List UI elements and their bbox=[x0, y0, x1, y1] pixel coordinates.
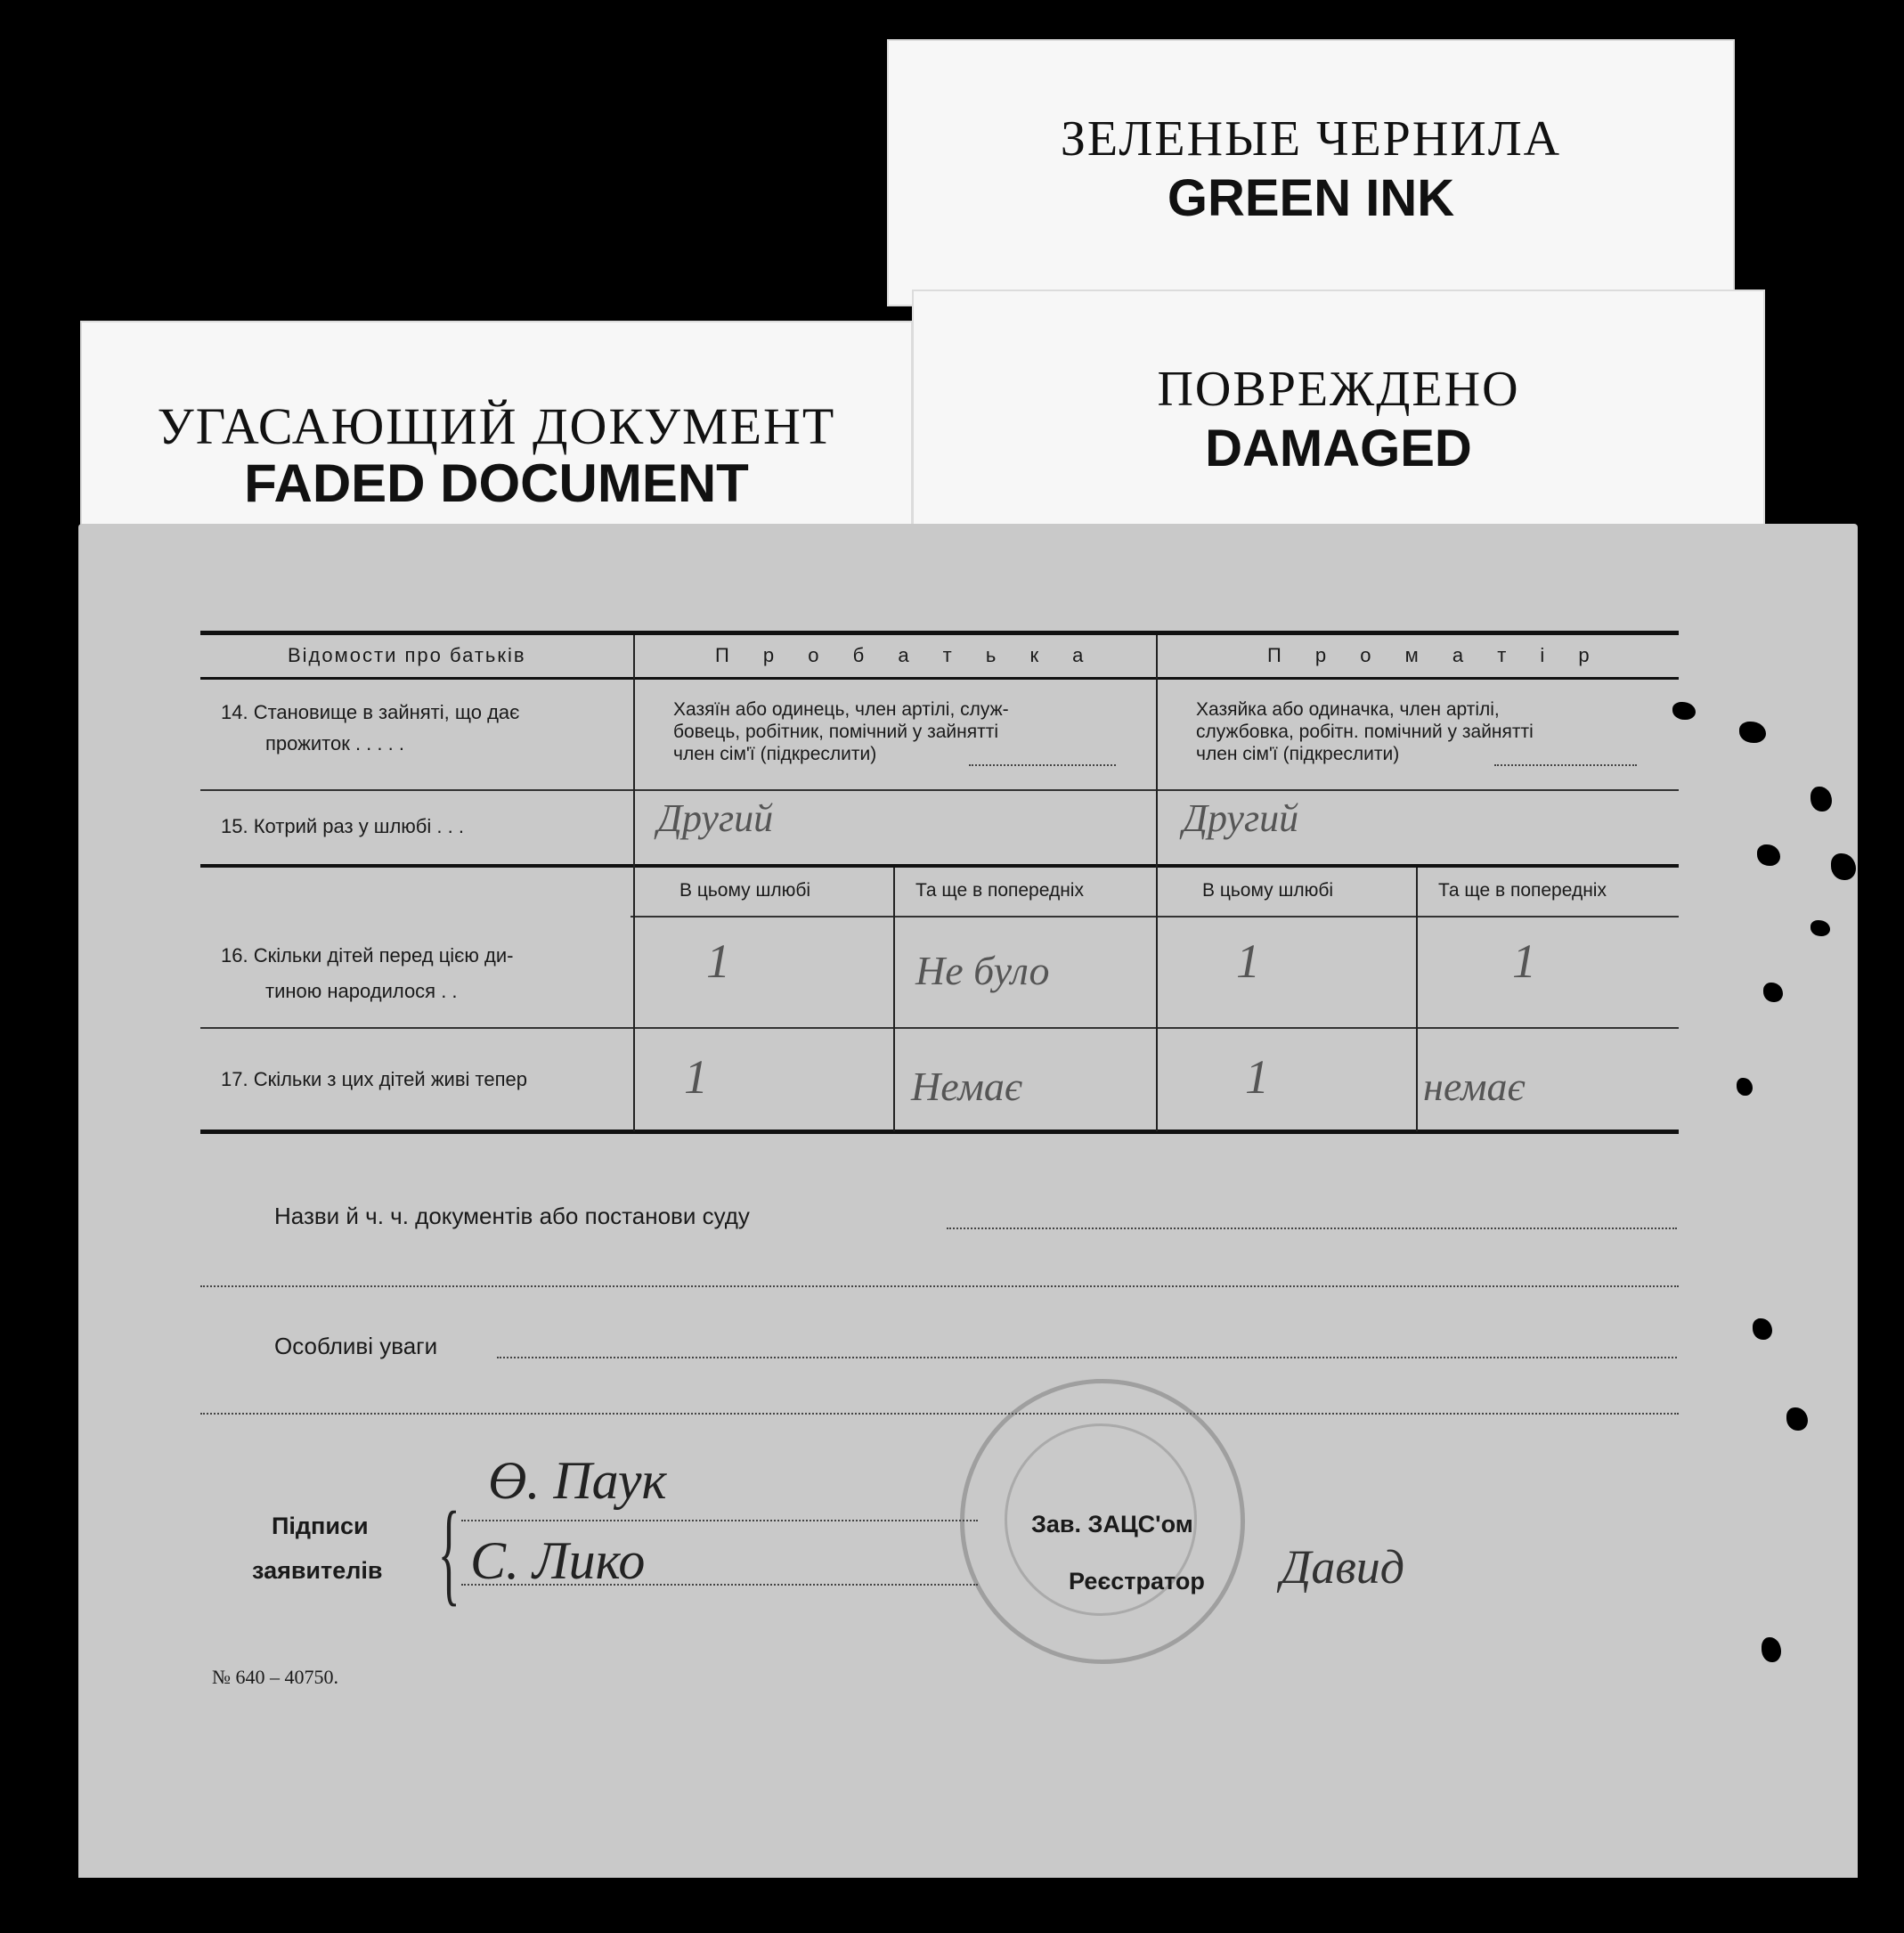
table-top-rule bbox=[200, 631, 1679, 635]
signatures-brace: { bbox=[437, 1488, 460, 1617]
row15-father-handwritten: Другий bbox=[657, 796, 774, 840]
faded-label-en: FADED DOCUMENT bbox=[244, 453, 749, 513]
subheader-father-current: В цьому шлюбі bbox=[679, 880, 811, 901]
row14-father-line2: бовець, робітник, помічний у зайнятті bbox=[673, 722, 999, 742]
damage-hole bbox=[1810, 787, 1832, 812]
row14-mother-dots bbox=[1494, 764, 1637, 766]
form-number: № 640 – 40750. bbox=[212, 1666, 338, 1688]
signature-dots-2 bbox=[461, 1584, 978, 1586]
faded-document-label-card bbox=[80, 321, 913, 543]
row17-mother-current: 1 bbox=[1245, 1050, 1269, 1104]
green-ink-label-card bbox=[887, 39, 1735, 306]
notes-label: Особливі уваги bbox=[274, 1333, 438, 1359]
row14-mother-line3: член сім'ї (підкреслити) bbox=[1196, 744, 1400, 764]
row14-divider bbox=[200, 789, 1679, 791]
damage-hole bbox=[1786, 1407, 1808, 1431]
col-divider-1 bbox=[633, 635, 635, 1131]
col-divider-2 bbox=[1156, 635, 1158, 1131]
damaged-label-ru: ПОВРЕЖДЕНО bbox=[1157, 362, 1520, 417]
row15-divider bbox=[200, 864, 1679, 868]
notes-dots-1 bbox=[497, 1357, 1677, 1358]
damage-hole bbox=[1762, 1637, 1781, 1662]
row17-father-current: 1 bbox=[684, 1050, 708, 1104]
subheader-father-previous: Та ще в попередніх bbox=[915, 880, 1084, 901]
row16-question-line2: тиною народилося . . bbox=[265, 980, 458, 1002]
damage-hole bbox=[1831, 853, 1856, 880]
row14-father-line1: Хазяїн або одинець, член артілі, служ- bbox=[673, 699, 1009, 720]
damage-hole bbox=[1672, 702, 1696, 720]
header-parents-info: Відомости про батьків bbox=[288, 644, 526, 666]
row14-father-dots bbox=[969, 764, 1116, 766]
row15-mother-handwritten: Другий bbox=[1183, 796, 1299, 840]
row15-question: 15. Котрий раз у шлюбі . . . bbox=[221, 815, 464, 837]
faded-label-ru: УГАСАЮЩИЙ ДОКУМЕНТ bbox=[157, 397, 836, 455]
row14-question-line2: прожиток . . . . . bbox=[265, 732, 404, 754]
row17-father-previous: Немає bbox=[911, 1064, 1022, 1109]
documents-dots-1 bbox=[947, 1227, 1677, 1229]
row14-mother-line1: Хазяйка або одиначка, член артілі, bbox=[1196, 699, 1500, 720]
col-divider-father bbox=[893, 868, 895, 1131]
row16-divider bbox=[200, 1027, 1679, 1029]
row16-mother-current: 1 bbox=[1236, 934, 1260, 988]
green-ink-label-en: GREEN INK bbox=[1167, 169, 1455, 227]
row16-father-current: 1 bbox=[706, 934, 730, 988]
subheader-divider bbox=[631, 916, 1679, 918]
registrar-signature: Давид bbox=[1281, 1540, 1405, 1594]
col-divider-mother bbox=[1416, 868, 1418, 1131]
header-about-mother: П р о м а т і р bbox=[1267, 644, 1604, 666]
row16-question-line1: 16. Скільки дітей перед цією ди- bbox=[221, 944, 514, 966]
header-about-father: П р о б а т ь к а bbox=[715, 644, 1098, 666]
subheader-mother-previous: Та ще в попередніх bbox=[1438, 880, 1607, 901]
damage-hole bbox=[1737, 1078, 1753, 1096]
green-ink-label-ru: ЗЕЛЕНЫЕ ЧЕРНИЛА bbox=[1060, 111, 1562, 167]
damage-hole bbox=[1763, 983, 1783, 1002]
signatures-label-line1: Підписи bbox=[272, 1513, 369, 1539]
damage-hole bbox=[1757, 844, 1780, 866]
subheader-mother-current: В цьому шлюбі bbox=[1202, 880, 1334, 901]
applicant-signature-2: С. Лико bbox=[470, 1531, 646, 1590]
row14-mother-line2: службовка, робітн. помічний у зайнятті bbox=[1196, 722, 1534, 742]
signature-dots-1 bbox=[461, 1520, 978, 1521]
documents-label: Назви й ч. ч. документів або постанови суду bbox=[274, 1203, 750, 1229]
documents-dots-2 bbox=[200, 1285, 1679, 1287]
damage-hole bbox=[1753, 1318, 1772, 1340]
signatures-label-line2: заявителів bbox=[252, 1557, 383, 1584]
table-bottom-rule bbox=[200, 1130, 1679, 1134]
damaged-label-card bbox=[912, 290, 1765, 539]
damage-hole bbox=[1739, 722, 1766, 743]
registrar-label: Реєстратор bbox=[1069, 1568, 1205, 1595]
table-header-rule bbox=[200, 677, 1679, 680]
row14-question-line1: 14. Становище в зайняті, що дає bbox=[221, 701, 520, 723]
damage-hole bbox=[1810, 920, 1830, 936]
row16-father-previous: Не було bbox=[915, 948, 1050, 993]
row16-mother-previous: 1 bbox=[1512, 934, 1536, 988]
row14-father-line3: член сім'ї (підкреслити) bbox=[673, 744, 877, 764]
notes-dots-2 bbox=[200, 1413, 1679, 1415]
damaged-label-en: DAMAGED bbox=[1205, 420, 1472, 477]
row17-question: 17. Скільки з цих дітей живі тепер bbox=[221, 1068, 527, 1090]
head-of-registry-label: Зав. ЗАЦС'ом bbox=[1031, 1511, 1193, 1537]
form-sheet bbox=[78, 524, 1858, 1878]
row17-mother-previous: немає bbox=[1423, 1064, 1526, 1109]
applicant-signature-1: Ө. Паук bbox=[488, 1451, 667, 1510]
